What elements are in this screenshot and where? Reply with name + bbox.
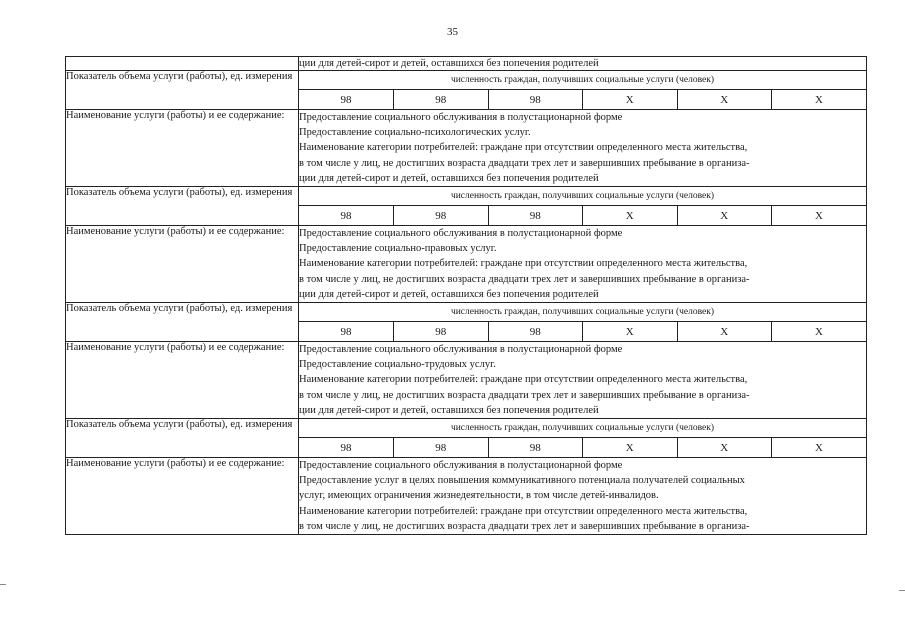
service-line: услуг, имеющих ограничения жизнедеятельности, в том числе детей-инвалидов. — [299, 490, 659, 502]
volume-label: Показатель объема услуги (работы), ед. измерения — [66, 71, 299, 110]
volume-label: Показатель объема услуги (работы), ед. измерения — [66, 303, 299, 342]
service-line: Предоставление социального обслуживания в полустационарной форме — [299, 112, 623, 123]
service-label: Наименование услуги (работы) и ее содержание: — [66, 342, 299, 419]
volume-value: 98 — [488, 438, 583, 458]
volume-row — [66, 303, 867, 342]
volume-cell — [299, 419, 867, 458]
volume-value: Х — [583, 438, 678, 458]
service-line: Предоставление услуг в целях повышения коммуникативного потенциала получателей социальных — [299, 475, 745, 487]
service-line: Наименование категории потребителей: граждане при отсутствии определенного места жительства, — [299, 374, 748, 386]
service-line: в том числе у лиц, не достигших возраста двадцати трех лет и завершивших пребывание в организа- — [299, 520, 750, 532]
service-line: Предоставление социально-трудовых услуг. — [299, 359, 496, 371]
volume-label: Показатель объема услуги (работы), ед. измерения — [66, 187, 299, 226]
volume-value: Х — [677, 438, 772, 458]
service-row — [66, 458, 867, 535]
service-line: в том числе у лиц, не достигших возраста двадцати трех лет и завершивших пребывание в организа- — [299, 157, 750, 169]
volume-value: Х — [583, 206, 678, 226]
service-line: в том числе у лиц, не достигших возраста двадцати трех лет и завершивших пребывание в организа- — [299, 273, 750, 285]
volume-value: 98 — [299, 322, 394, 342]
service-line: Наименование категории потребителей: граждане при отсутствии определенного места жительства, — [299, 142, 748, 154]
volume-value: Х — [677, 322, 772, 342]
service-label: Наименование услуги (работы) и ее содержание: — [66, 458, 299, 535]
volume-value: 98 — [299, 90, 394, 110]
service-line: ции для детей-сирот и детей, оставшихся без попечения родителей — [299, 172, 599, 184]
service-line: Наименование категории потребителей: граждане при отсутствии определенного места жительства, — [299, 505, 748, 517]
volume-table — [299, 303, 866, 341]
service-description — [299, 342, 867, 419]
service-row — [66, 226, 867, 303]
service-line: Предоставление социального обслуживания в полустационарной форме — [299, 228, 623, 240]
service-row — [66, 342, 867, 419]
volume-value: 98 — [299, 206, 394, 226]
volume-value: 98 — [394, 322, 489, 342]
page-number: 35 — [447, 26, 458, 38]
volume-cell — [299, 303, 867, 342]
volume-value: 98 — [488, 90, 583, 110]
service-line: Предоставление социально-психологических услуг. — [299, 127, 531, 139]
volume-table — [299, 419, 866, 457]
volume-header: численность граждан, получивших социальные услуги (человек) — [299, 71, 866, 90]
volume-header: численность граждан, получивших социальные услуги (человек) — [299, 419, 866, 438]
volume-value: 98 — [488, 322, 583, 342]
service-description — [299, 226, 867, 303]
volume-value: 98 — [394, 90, 489, 110]
volume-value: 98 — [394, 438, 489, 458]
volume-row — [66, 187, 867, 226]
service-label: Наименование услуги (работы) и ее содержание: — [66, 226, 299, 303]
volume-value: Х — [772, 322, 867, 342]
service-label: Наименование услуги (работы) и ее содержание: — [66, 110, 299, 187]
continuation-label-cell — [66, 57, 299, 71]
volume-value: 98 — [488, 206, 583, 226]
volume-cell — [299, 187, 867, 226]
volume-value: Х — [583, 90, 678, 110]
volume-value: 98 — [299, 438, 394, 458]
continuation-row — [66, 57, 867, 71]
volume-value: Х — [677, 90, 772, 110]
volume-header: численность граждан, получивших социальные услуги (человек) — [299, 187, 866, 206]
service-line: Предоставление социального обслуживания в полустационарной форме — [299, 460, 623, 472]
volume-label: Показатель объема услуги (работы), ед. измерения — [66, 419, 299, 458]
service-description — [299, 110, 867, 187]
volume-cell — [299, 71, 867, 110]
volume-value: Х — [583, 322, 678, 342]
volume-table — [299, 187, 866, 225]
service-line: Предоставление социально-правовых услуг. — [299, 243, 497, 255]
scan-edge-mark — [0, 584, 6, 585]
service-line: ции для детей-сирот и детей, оставшихся без попечения родителей — [299, 404, 599, 416]
volume-value: Х — [772, 90, 867, 110]
service-line: в том числе у лиц, не достигших возраста двадцати трех лет и завершивших пребывание в организа- — [299, 389, 750, 401]
volume-value: Х — [772, 438, 867, 458]
volume-value: 98 — [394, 206, 489, 226]
continuation-text: ции для детей-сирот и детей, оставшихся без попечения родителей — [299, 57, 867, 71]
scan-edge-mark — [899, 590, 905, 591]
service-row — [66, 110, 867, 187]
volume-value: Х — [677, 206, 772, 226]
volume-row — [66, 419, 867, 458]
service-line: Предоставление социального обслуживания в полустационарной форме — [299, 344, 623, 356]
service-table — [65, 56, 867, 535]
service-line: Наименование категории потребителей: граждане при отсутствии определенного места жительства, — [299, 258, 748, 270]
service-description — [299, 458, 867, 535]
volume-table — [299, 71, 866, 109]
service-line: ции для детей-сирот и детей, оставшихся без попечения родителей — [299, 288, 599, 300]
volume-value: Х — [772, 206, 867, 226]
volume-header: численность граждан, получивших социальные услуги (человек) — [299, 303, 866, 322]
volume-row — [66, 71, 867, 110]
